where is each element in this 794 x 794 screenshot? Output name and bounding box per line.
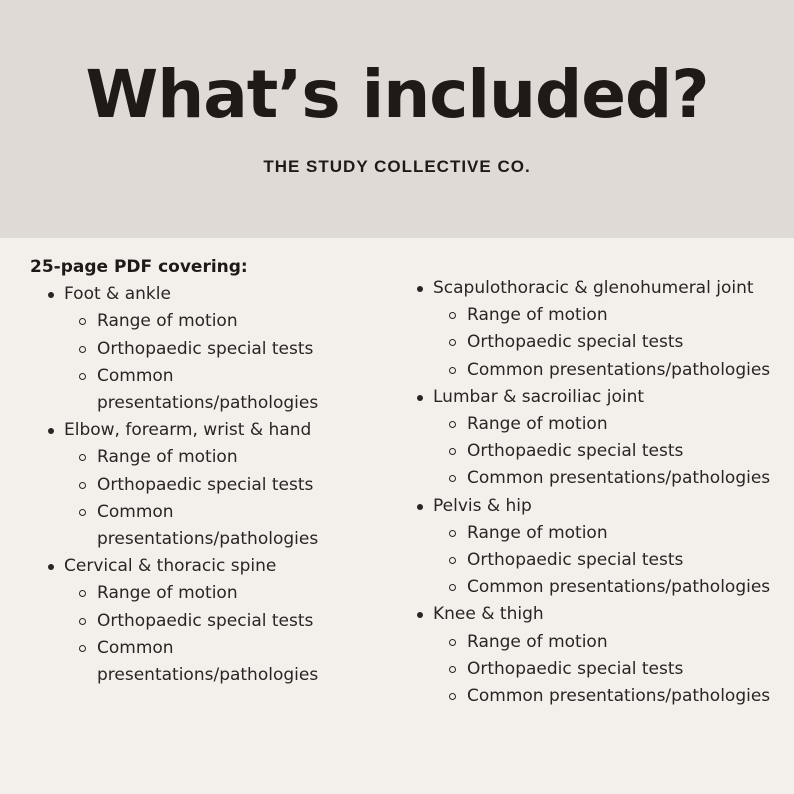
sub-item: Orthopaedic special tests: [77, 336, 370, 363]
sub-item: Range of motion: [447, 520, 783, 547]
topic-item: Knee & thigh: [413, 601, 783, 628]
sub-item: Range of motion: [77, 444, 370, 471]
sub-item: Orthopaedic special tests: [447, 547, 783, 574]
topic-item: Pelvis & hip: [413, 493, 783, 520]
topic-item: Scapulothoracic & glenohumeral joint: [413, 275, 783, 302]
sub-item: Common presentations/pathologies: [447, 574, 783, 601]
sub-item: Range of motion: [77, 580, 370, 607]
sub-item: Orthopaedic special tests: [77, 472, 370, 499]
left-column: [30, 254, 370, 689]
sub-item: Common: [77, 363, 370, 390]
sub-item: Common: [77, 499, 370, 526]
sub-item: Orthopaedic special tests: [447, 656, 783, 683]
header-banner: [0, 0, 794, 238]
topic-item: Lumbar & sacroiliac joint: [413, 384, 783, 411]
intro-text: 25-page PDF covering:: [30, 257, 248, 277]
sub-item: Common presentations/pathologies: [447, 465, 783, 492]
sub-item: Orthopaedic special tests: [447, 329, 783, 356]
sub-item-continuation: presentations/pathologies: [97, 529, 319, 550]
sub-item: Range of motion: [447, 411, 783, 438]
sub-item: Range of motion: [447, 629, 783, 656]
brand-name: THE STUDY COLLECTIVE CO.: [263, 157, 531, 176]
sub-item: Orthopaedic special tests: [77, 608, 370, 635]
sub-item: Common presentations/pathologies: [447, 357, 783, 384]
sub-item-continuation: presentations/pathologies: [97, 665, 319, 686]
sub-item: Range of motion: [77, 308, 370, 335]
sub-item-continuation: presentations/pathologies: [97, 393, 319, 414]
page-title: What’s included?: [85, 56, 709, 133]
topic-item: Elbow, forearm, wrist & hand: [44, 417, 370, 444]
topic-item: Cervical & thoracic spine: [44, 553, 370, 580]
topic-item: Foot & ankle: [44, 281, 370, 308]
sub-item: Orthopaedic special tests: [447, 438, 783, 465]
sub-item: Common presentations/pathologies: [447, 683, 783, 710]
right-column: [413, 275, 783, 710]
sub-item: Range of motion: [447, 302, 783, 329]
sub-item: Common: [77, 635, 370, 662]
